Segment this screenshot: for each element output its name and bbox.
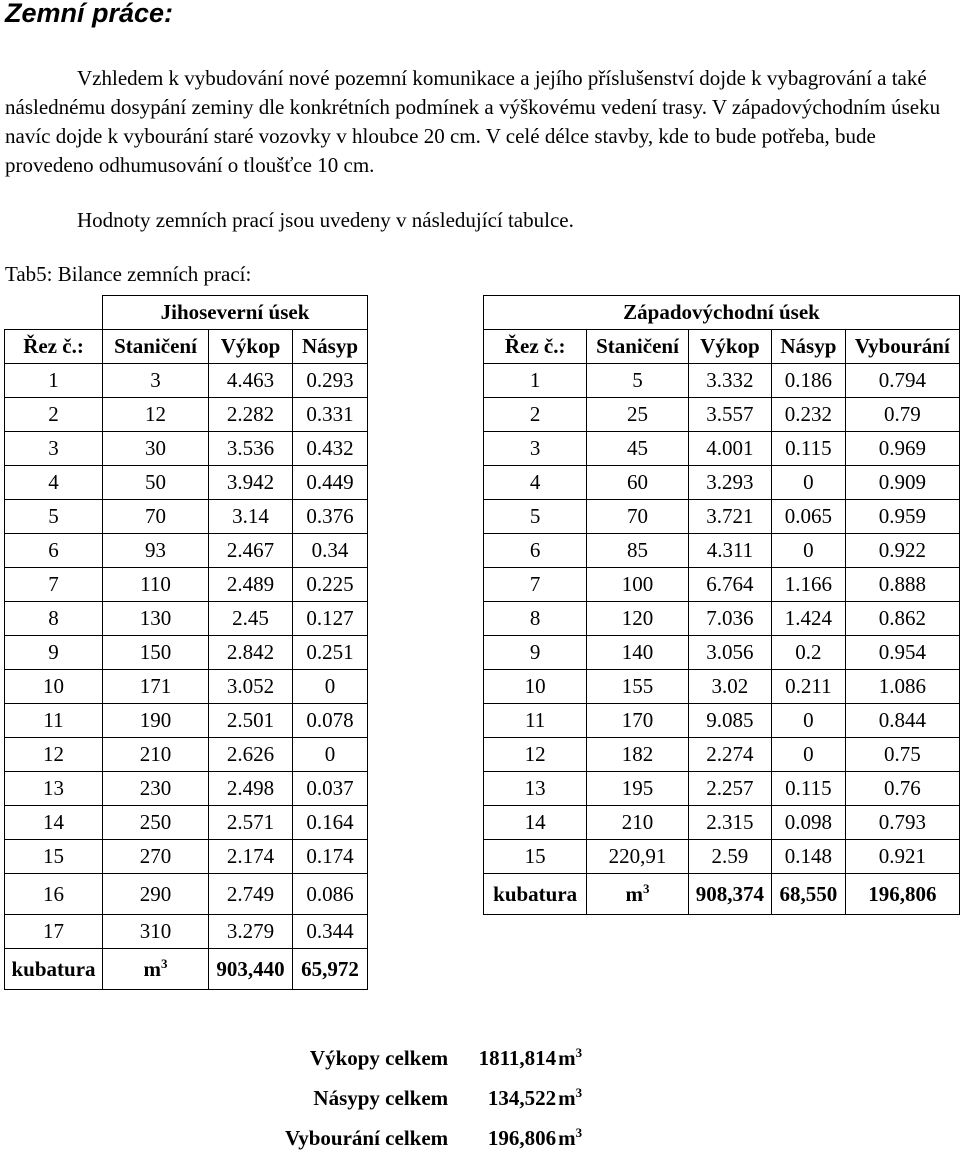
table-cell: 2.467 (209, 534, 293, 568)
table-cell: 85 (587, 534, 688, 568)
table-ns-corner (5, 296, 103, 330)
table-wo-header-cell: Vybourání (845, 330, 959, 364)
table-cell: 2.626 (209, 738, 293, 772)
table-row (5, 568, 368, 602)
table-cell: 2.257 (688, 772, 771, 806)
table-cell: 100 (587, 568, 688, 602)
table-row (5, 602, 368, 636)
table-cell: 0.793 (845, 806, 959, 840)
total-unit: $m^3$ (558, 1084, 583, 1110)
section-heading: Zemní práce: (5, 0, 174, 28)
table-row (5, 806, 368, 840)
intro-paragraph (5, 64, 955, 180)
table-cell: 0.862 (845, 602, 959, 636)
table-wo-header-cell: Staničení (587, 330, 688, 364)
table-cell: 2.282 (209, 398, 293, 432)
table-cell: 0.794 (845, 364, 959, 398)
table-row (5, 398, 368, 432)
table-wo-total-nasyp: 68,550 (772, 874, 845, 915)
table-cell: 7 (5, 568, 103, 602)
table-cell: 5 (587, 364, 688, 398)
table-cell: 3.293 (688, 466, 771, 500)
table-cell: 7.036 (688, 602, 771, 636)
table-cell: 1 (5, 364, 103, 398)
table-row (5, 432, 368, 466)
table-west-east (483, 295, 960, 915)
table-cell: 2.571 (209, 806, 293, 840)
table-cell: 11 (484, 704, 587, 738)
table-cell: 45 (587, 432, 688, 466)
table-cell: 4 (484, 466, 587, 500)
table-row (5, 738, 368, 772)
table-row (484, 704, 960, 738)
table-cell: 170 (587, 704, 688, 738)
table-cell: 0.164 (293, 806, 368, 840)
total-row (285, 1078, 598, 1118)
table-cell: 25 (587, 398, 688, 432)
table-cell: 3.056 (688, 636, 771, 670)
table-wo-total-vybourani: 196,806 (845, 874, 959, 915)
table-ns-title: Jihoseverní úsek (103, 296, 368, 330)
table-wo-header-cell: Násyp (772, 330, 845, 364)
table-cell: 0.232 (772, 398, 845, 432)
table-ns-total-label: kubatura (5, 949, 103, 990)
table-cell: 8 (5, 602, 103, 636)
table-ns-total-vykop: 903,440 (209, 949, 293, 990)
table-cell: 1.166 (772, 568, 845, 602)
table-cell: 310 (103, 915, 209, 949)
table-cell: 2.45 (209, 602, 293, 636)
table-row (5, 874, 368, 915)
table-cell: 12 (484, 738, 587, 772)
table-row (484, 534, 960, 568)
table-cell: 0.75 (845, 738, 959, 772)
table-ns-header-cell: Řez č.: (5, 330, 103, 364)
table-cell: 2 (5, 398, 103, 432)
table-row (484, 500, 960, 534)
table-cell: 2.174 (209, 840, 293, 874)
table-cell: 0 (293, 738, 368, 772)
table-cell: 0 (772, 466, 845, 500)
table-cell: 9 (484, 636, 587, 670)
table-row (484, 840, 960, 874)
table-cell: 210 (587, 806, 688, 840)
table-cell: 155 (587, 670, 688, 704)
total-value: 134,522 (487, 1085, 557, 1110)
table-cell: 3 (484, 432, 587, 466)
table-cell: 0.115 (772, 432, 845, 466)
table-row (5, 636, 368, 670)
total-value: 1811,814 (478, 1045, 557, 1070)
table-row (5, 840, 368, 874)
table-cell: 0.115 (772, 772, 845, 806)
table-cell: 0.844 (845, 704, 959, 738)
table-north-south (4, 295, 368, 990)
table-cell: 5 (484, 500, 587, 534)
table-row (484, 738, 960, 772)
table-cell: 0 (772, 738, 845, 772)
table-cell: 3.279 (209, 915, 293, 949)
table-cell: 3.052 (209, 670, 293, 704)
table-cell: 0.909 (845, 466, 959, 500)
table-cell: 2.315 (688, 806, 771, 840)
table-cell: 2.59 (688, 840, 771, 874)
table-cell: 0.76 (845, 772, 959, 806)
table-cell: 2.749 (209, 874, 293, 915)
table-cell: 4.311 (688, 534, 771, 568)
table-intro-text: Hodnoty zemních prací jsou uvedeny v následující tabulce. (77, 208, 574, 232)
table-cell: 12 (5, 738, 103, 772)
table-row (5, 466, 368, 500)
table-cell: 0 (772, 534, 845, 568)
table-cell: 6 (5, 534, 103, 568)
table-cell: 10 (5, 670, 103, 704)
table-ns-header-cell: Násyp (293, 330, 368, 364)
table-cell: 220,91 (587, 840, 688, 874)
table-cell: 70 (587, 500, 688, 534)
table-cell: 2.274 (688, 738, 771, 772)
table-cell: 0.331 (293, 398, 368, 432)
total-label: Násypy celkem (313, 1085, 449, 1110)
table-ns-total-unit: $m^3$ (103, 949, 209, 990)
table-cell: 0 (293, 670, 368, 704)
table-cell: 11 (5, 704, 103, 738)
table-cell: 0.959 (845, 500, 959, 534)
table-cell: 1.086 (845, 670, 959, 704)
table-cell: 250 (103, 806, 209, 840)
table-cell: 3 (103, 364, 209, 398)
table-ns-header-cell: Staničení (103, 330, 209, 364)
table-cell: 150 (103, 636, 209, 670)
table-cell: 15 (484, 840, 587, 874)
table-cell: 3.332 (688, 364, 771, 398)
table-cell: 290 (103, 874, 209, 915)
table-row (484, 568, 960, 602)
table-cell: 13 (484, 772, 587, 806)
table-row (484, 364, 960, 398)
table-cell: 0.79 (845, 398, 959, 432)
table-cell: 6.764 (688, 568, 771, 602)
table-cell: 0.251 (293, 636, 368, 670)
table-cell: 3.557 (688, 398, 771, 432)
table-row (5, 670, 368, 704)
table-cell: 0.098 (772, 806, 845, 840)
table-cell: 0.037 (293, 772, 368, 806)
table-row (484, 670, 960, 704)
table-cell: 0.376 (293, 500, 368, 534)
table-cell: 0.148 (772, 840, 845, 874)
intro-text: Vzhledem k vybudování nové pozemní komunikace a jejího příslušenství dojde k vybagrování a také následnému dosypání zeminy dle konkrétních podmínek a výškovému vedení trasy. V západovýchodním úseku navíc dojde k vybourání staré vozovky v hloubce 20 cm. V celé délce stavby, kde to bude potřeba, bude provedeno odhumusování o tloušťce 10 cm. (5, 66, 941, 177)
table-cell: 1 (484, 364, 587, 398)
table-row (5, 704, 368, 738)
table-ns-total-nasyp: 65,972 (293, 949, 368, 990)
table-cell: 0.921 (845, 840, 959, 874)
total-label: Vybourání celkem (285, 1125, 449, 1150)
table-cell: 10 (484, 670, 587, 704)
table-wo-total-vykop: 908,374 (688, 874, 771, 915)
table-cell: 14 (484, 806, 587, 840)
table-cell: 7 (484, 568, 587, 602)
table-cell: 8 (484, 602, 587, 636)
table-cell: 0.969 (845, 432, 959, 466)
table-cell: 9.085 (688, 704, 771, 738)
table-cell: 190 (103, 704, 209, 738)
table-row (484, 806, 960, 840)
table-cell: 195 (587, 772, 688, 806)
table-row (5, 500, 368, 534)
table-row (484, 466, 960, 500)
table-row (484, 636, 960, 670)
table-cell: 3.02 (688, 670, 771, 704)
table-cell: 110 (103, 568, 209, 602)
table-cell: 0.449 (293, 466, 368, 500)
table-row (484, 772, 960, 806)
table-cell: 0.174 (293, 840, 368, 874)
table-cell: 6 (484, 534, 587, 568)
table-cell: 50 (103, 466, 209, 500)
table-cell: 0.922 (845, 534, 959, 568)
table-cell: 0.225 (293, 568, 368, 602)
table-caption: Tab5: Bilance zemních prací: (5, 262, 252, 286)
table-cell: 1.424 (772, 602, 845, 636)
total-label: Výkopy celkem (309, 1045, 449, 1070)
table-cell: 0.211 (772, 670, 845, 704)
table-cell: 0.065 (772, 500, 845, 534)
total-unit: $m^3$ (558, 1044, 583, 1070)
table-cell: 0.086 (293, 874, 368, 915)
table-cell: 4.463 (209, 364, 293, 398)
table-cell: 13 (5, 772, 103, 806)
table-cell: 0.186 (772, 364, 845, 398)
table-wo-title: Západovýchodní úsek (484, 296, 960, 330)
table-cell: 4 (5, 466, 103, 500)
table-row (484, 398, 960, 432)
table-cell: 70 (103, 500, 209, 534)
table-row (484, 602, 960, 636)
table-row (484, 432, 960, 466)
table-cell: 17 (5, 915, 103, 949)
table-cell: 12 (103, 398, 209, 432)
total-row (285, 1118, 598, 1158)
table-cell: 2.498 (209, 772, 293, 806)
table-cell: 130 (103, 602, 209, 636)
table-cell: 2 (484, 398, 587, 432)
table-cell: 0.34 (293, 534, 368, 568)
table-intro-paragraph (5, 206, 955, 235)
table-wo-header-cell: Řez č.: (484, 330, 587, 364)
table-cell: 210 (103, 738, 209, 772)
table-row (5, 915, 368, 949)
grand-totals (285, 1038, 598, 1158)
table-cell: 15 (5, 840, 103, 874)
table-cell: 0.888 (845, 568, 959, 602)
table-ns-header-cell: Výkop (209, 330, 293, 364)
table-cell: 2.501 (209, 704, 293, 738)
total-row (285, 1038, 598, 1078)
table-cell: 0.293 (293, 364, 368, 398)
table-cell: 0 (772, 704, 845, 738)
table-cell: 2.489 (209, 568, 293, 602)
table-cell: 9 (5, 636, 103, 670)
table-cell: 182 (587, 738, 688, 772)
total-unit: $m^3$ (558, 1124, 583, 1150)
table-cell: 0.2 (772, 636, 845, 670)
table-cell: 140 (587, 636, 688, 670)
table-cell: 60 (587, 466, 688, 500)
table-cell: 93 (103, 534, 209, 568)
table-wo-header-cell: Výkop (688, 330, 771, 364)
table-cell: 270 (103, 840, 209, 874)
table-cell: 14 (5, 806, 103, 840)
table-cell: 0.954 (845, 636, 959, 670)
table-cell: 2.842 (209, 636, 293, 670)
table-cell: 3.536 (209, 432, 293, 466)
table-wo-total-label: kubatura (484, 874, 587, 915)
table-cell: 230 (103, 772, 209, 806)
table-cell: 16 (5, 874, 103, 915)
table-cell: 3 (5, 432, 103, 466)
table-cell: 171 (103, 670, 209, 704)
table-row (5, 364, 368, 398)
table-cell: 30 (103, 432, 209, 466)
table-row (5, 772, 368, 806)
table-cell: 5 (5, 500, 103, 534)
total-value: 196,806 (487, 1125, 557, 1150)
table-cell: 3.721 (688, 500, 771, 534)
table-cell: 4.001 (688, 432, 771, 466)
table-cell: 0.344 (293, 915, 368, 949)
table-wo-total-unit: $m^3$ (587, 874, 688, 915)
table-cell: 3.14 (209, 500, 293, 534)
table-cell: 0.078 (293, 704, 368, 738)
table-cell: 0.432 (293, 432, 368, 466)
table-cell: 0.127 (293, 602, 368, 636)
table-cell: 120 (587, 602, 688, 636)
table-row (5, 534, 368, 568)
table-cell: 3.942 (209, 466, 293, 500)
